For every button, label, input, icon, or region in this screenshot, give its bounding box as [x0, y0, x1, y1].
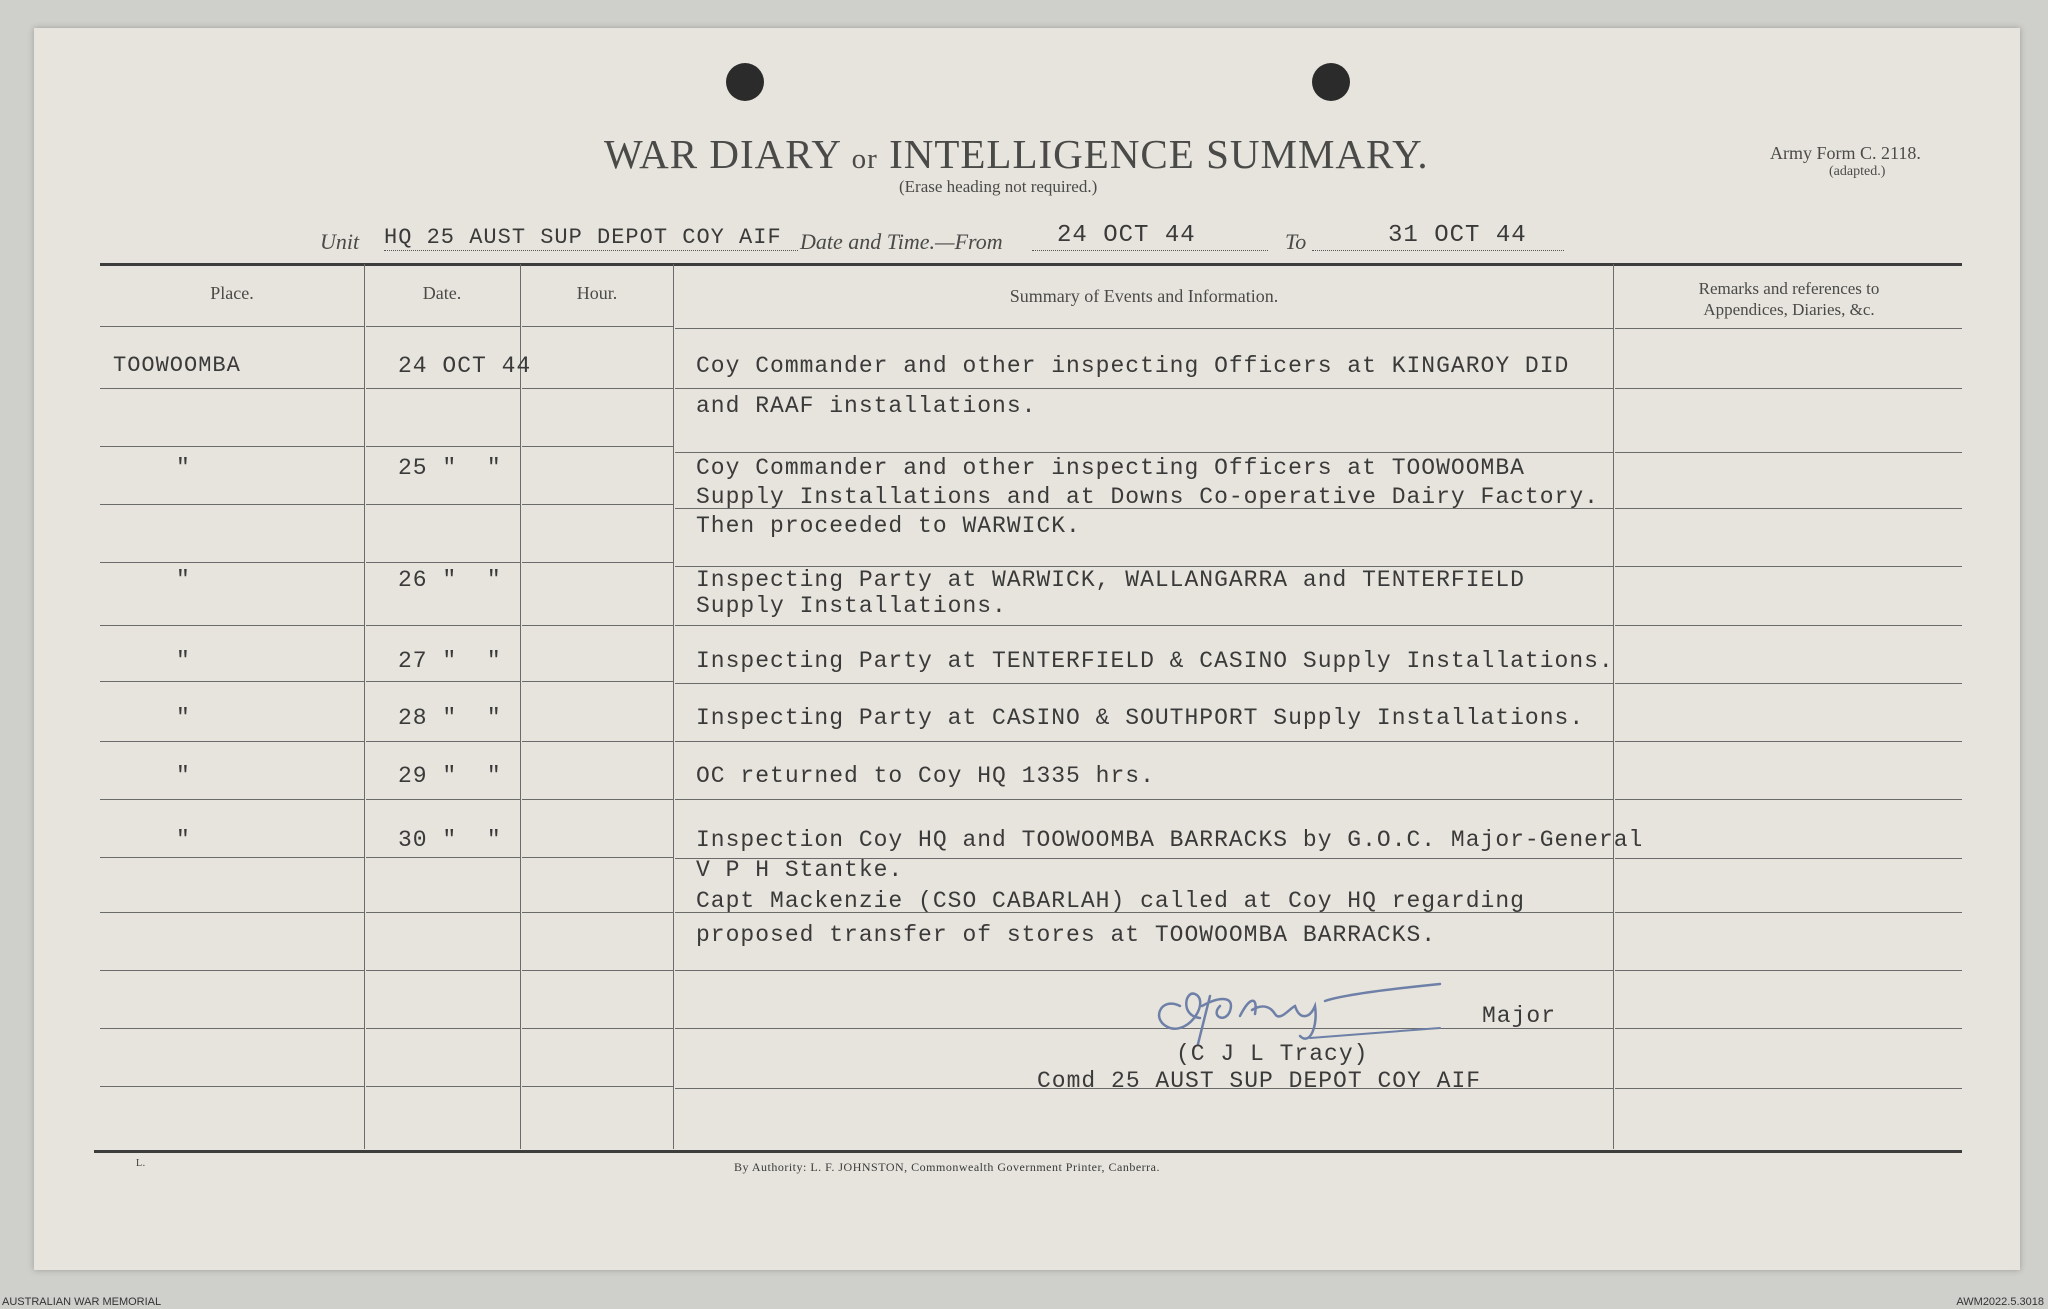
header-date: Date. — [422, 283, 462, 303]
row3-place: " — [176, 567, 191, 593]
ruled-line — [366, 857, 520, 858]
ruled-line — [1615, 799, 1962, 800]
ruled-line — [1615, 452, 1962, 453]
ruled-line — [366, 912, 520, 913]
ruled-line — [100, 681, 364, 682]
ruled-line — [1615, 683, 1962, 684]
ruled-line — [366, 504, 520, 505]
ruled-line — [366, 388, 520, 389]
title-or: or — [851, 143, 878, 175]
archive-reference: AWM2022.5.3018 — [1956, 1296, 2044, 1308]
ruled-line — [1615, 912, 1962, 913]
ruled-line — [1615, 1088, 1962, 1089]
row2-date: 25 " " — [398, 455, 502, 481]
ruled-line — [100, 970, 364, 971]
row7-date: 30 " " — [398, 827, 502, 853]
ruled-line — [1615, 625, 1962, 626]
header-hour: Hour. — [576, 283, 618, 303]
ruled-line — [522, 681, 673, 682]
ruled-line — [100, 857, 364, 858]
ruled-line — [366, 562, 520, 563]
ruled-line — [522, 388, 673, 389]
ruled-line — [100, 388, 364, 389]
ruled-line — [100, 326, 364, 327]
from-date-value: 24 OCT 44 — [1057, 222, 1196, 249]
header-remarks-line1: Remarks and references to — [1698, 279, 1880, 298]
ruled-line — [522, 562, 673, 563]
ruled-line — [100, 446, 364, 447]
ruled-line — [366, 741, 520, 742]
row2-place: " — [176, 455, 191, 481]
ruled-line — [522, 799, 673, 800]
ruled-line — [100, 625, 364, 626]
row2-line3: Then proceeded to WARWICK. — [696, 513, 1081, 539]
army-form-adapted: (adapted.) — [1829, 164, 1886, 179]
to-dotted-line — [1312, 250, 1564, 251]
ruled-line — [522, 1028, 673, 1029]
from-dotted-line — [1032, 250, 1268, 251]
unit-value: HQ 25 AUST SUP DEPOT COY AIF — [384, 225, 798, 251]
ruled-line — [366, 1028, 520, 1029]
ruled-line — [1615, 858, 1962, 859]
ruled-line — [522, 857, 673, 858]
row5-date: 28 " " — [398, 705, 502, 731]
ruled-line — [675, 452, 1613, 453]
row5-line1: Inspecting Party at CASINO & SOUTHPORT Supply Installations. — [696, 705, 1585, 731]
header-remarks-line2: Appendices, Diaries, &c. — [1703, 300, 1875, 319]
ruled-line — [675, 741, 1613, 742]
ruled-line — [1615, 508, 1962, 509]
to-label: To — [1285, 229, 1307, 254]
ruled-line — [522, 625, 673, 626]
table-bottom-border — [94, 1150, 1962, 1153]
ruled-line — [100, 504, 364, 505]
army-form-number: Army Form C. 2118. — [1770, 143, 1921, 163]
ruled-line — [522, 1086, 673, 1087]
row7-line2: V P H Stantke. — [696, 857, 904, 883]
ruled-line — [522, 326, 673, 327]
ruled-line — [1615, 1028, 1962, 1029]
ruled-line — [522, 970, 673, 971]
ruled-line — [100, 562, 364, 563]
ruled-line — [675, 328, 1613, 329]
header-remarks — [1616, 278, 1962, 320]
ruled-line — [366, 625, 520, 626]
row4-place: " — [176, 648, 191, 674]
form-title — [604, 130, 1429, 178]
col-divider-summary — [1613, 264, 1614, 1149]
ruled-line — [366, 446, 520, 447]
ruled-line — [522, 912, 673, 913]
row2-line2: Supply Installations and at Downs Co-operative Dairy Factory. — [696, 484, 1599, 510]
ruled-line — [1615, 566, 1962, 567]
col-divider-place — [364, 264, 365, 1149]
archive-credit: AUSTRALIAN WAR MEMORIAL — [2, 1296, 162, 1308]
ruled-line — [100, 1028, 364, 1029]
row3-date: 26 " " — [398, 567, 502, 593]
row6-line1: OC returned to Coy HQ 1335 hrs. — [696, 763, 1155, 789]
ruled-line — [675, 625, 1613, 626]
row6-place: " — [176, 763, 191, 789]
row1-date: 24 OCT 44 — [398, 353, 532, 379]
punch-hole-right — [1312, 63, 1350, 101]
corner-form-mark: L. — [136, 1158, 146, 1169]
ruled-line — [100, 912, 364, 913]
to-date-value: 31 OCT 44 — [1388, 222, 1527, 249]
ruled-line — [1615, 388, 1962, 389]
col-divider-hour — [673, 264, 674, 1149]
col-divider-date — [520, 264, 521, 1149]
row4-line1: Inspecting Party at TENTERFIELD & CASINO Supply Installations. — [696, 648, 1614, 674]
row1-line2: and RAAF installations. — [696, 393, 1037, 419]
ruled-line — [366, 326, 520, 327]
ruled-line — [100, 1086, 364, 1087]
ruled-line — [1615, 328, 1962, 329]
ruled-line — [675, 683, 1613, 684]
ruled-line — [522, 504, 673, 505]
ruled-line — [366, 799, 520, 800]
header-place: Place. — [210, 283, 254, 303]
row2-line1: Coy Commander and other inspecting Officers at TOOWOOMBA — [696, 455, 1525, 481]
row5-place: " — [176, 705, 191, 731]
row7-place: " — [176, 827, 191, 853]
row4-date: 27 " " — [398, 648, 502, 674]
signature-command: Comd 25 AUST SUP DEPOT COY AIF — [1037, 1068, 1482, 1094]
signature-name: (C J L Tracy) — [1176, 1041, 1369, 1067]
printer-authority-note: By Authority: L. F. JOHNSTON, Commonwealth Government Printer, Canberra. — [734, 1160, 1160, 1174]
date-time-label: Date and Time.—From — [800, 229, 1003, 254]
ruled-line — [522, 741, 673, 742]
form-subtitle: (Erase heading not required.) — [899, 177, 1098, 196]
signature-rank: Major — [1482, 1003, 1557, 1029]
row1-place: TOOWOOMBA — [113, 353, 241, 378]
ruled-line — [100, 799, 364, 800]
row3-line2: Supply Installations. — [696, 593, 1007, 619]
title-war-diary: WAR DIARY — [604, 131, 841, 177]
row6-date: 29 " " — [398, 763, 502, 789]
row3-line1: Inspecting Party at WARWICK, WALLANGARRA and TENTERFIELD — [696, 567, 1525, 593]
ruled-line — [1615, 741, 1962, 742]
ruled-line — [675, 388, 1613, 389]
header-summary: Summary of Events and Information. — [1009, 286, 1279, 306]
ruled-line — [1615, 970, 1962, 971]
punch-hole-left — [726, 63, 764, 101]
row7-line3: Capt Mackenzie (CSO CABARLAH) called at Coy HQ regarding — [696, 888, 1525, 914]
ruled-line — [100, 741, 364, 742]
ruled-line — [366, 970, 520, 971]
ruled-line — [366, 1086, 520, 1087]
row7-line1: Inspection Coy HQ and TOOWOOMBA BARRACKS by G.O.C. Major-General — [696, 827, 1644, 853]
ruled-line — [366, 681, 520, 682]
ruled-line — [522, 446, 673, 447]
row1-line1: Coy Commander and other inspecting Officers at KINGAROY DID — [696, 353, 1570, 379]
title-intelligence-summary: INTELLIGENCE SUMMARY. — [889, 131, 1429, 177]
row7-line4: proposed transfer of stores at TOOWOOMBA BARRACKS. — [696, 922, 1437, 948]
unit-label: Unit — [320, 229, 360, 254]
table-top-border — [100, 263, 1962, 266]
ruled-line — [675, 799, 1613, 800]
